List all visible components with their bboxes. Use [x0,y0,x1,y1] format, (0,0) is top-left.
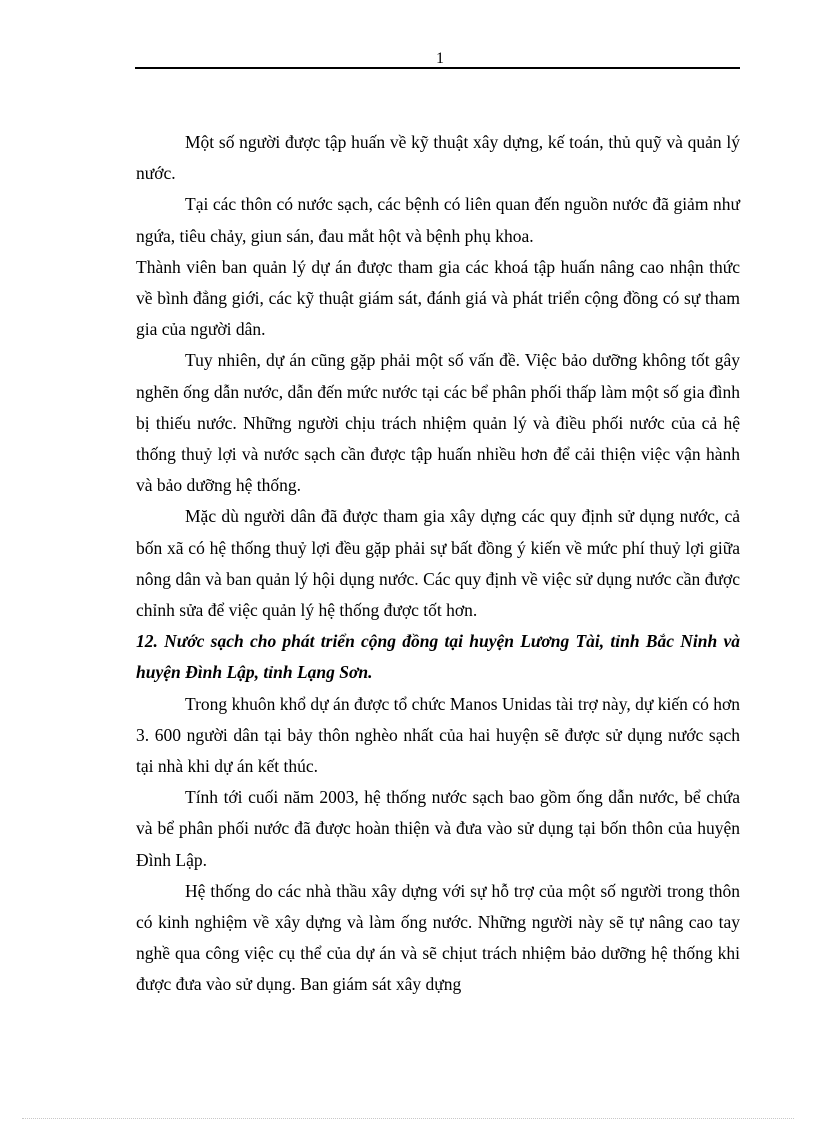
paragraph-gender-training: Thành viên ban quản lý dự án được tham gia các khoá tập huấn nâng cao nhận thức về bình đẳng giới, các kỹ thuật giám sát, đánh giá và phát triển cộng đồng có sự tham gia của người dân. [136,256,740,340]
paragraph-health-benefits: Tại các thôn có nước sạch, các bệnh có liên quan đến nguồn nước đã giảm như ngứa, tiêu chảy, giun sán, đau mắt hột và bệnh phụ khoa. [136,194,740,246]
paragraph-progress-2003: Tính tới cuối năm 2003, hệ thống nước sạch bao gồm ống dẫn nước, bể chứa và bể phân phối nước đã được hoàn thiện và đưa vào sử dụng tại bốn thôn của huyện Đình Lập. [136,787,740,870]
paragraph-water-fees: Mặc dù người dân đã được tham gia xây dựng các quy định sử dụng nước, cả bốn xã có hệ thống thuỷ lợi đều gặp phải sự bất đồng ý kiến về mức phí thuỷ lợi giữa nông dân và ban quản lý hội dụng nước. Các quy định về việc sử dụng nước cần được chỉnh sửa để việc quản lý hệ thống được tốt hơn. [136,506,740,621]
footer-dotted-line [22,1118,794,1119]
page-number: 1 [436,50,444,67]
section-heading-12: 12. Nước sạch cho phát triển cộng đồng tại huyện Lương Tài, tỉnh Bắc Ninh và huyện Đình Lập, tỉnh Lạng Sơn. [136,631,740,683]
paragraph-problems: Tuy nhiên, dự án cũng gặp phải một số vấn đề. Việc bảo dưỡng không tốt gây nghẽn ống dẫn nước, dẫn đến mức nước tại các bể phân phối thấp làm một số gia đình bị thiếu nước. Những người chịu trách nhiệm quản lý và điều phối nước của cả hệ thống thuỷ lợi và nước sạch cần được tập huấn nhiều hơn để cải thiện việc vận hành và bảo dưỡng hệ thống. [136,350,740,496]
header-rule [135,67,740,69]
paragraph-contractors: Hệ thống do các nhà thầu xây dựng với sự hỗ trợ của một số người trong thôn có kinh nghiệm về xây dựng và làm ống nước. Những người này sẽ tự nâng cao tay nghề qua công việc cụ thể của dự án và sẽ chịut trách nhiệm bảo dưỡng hệ thống khi được đưa vào sử dụng. Ban giám sát xây dựng [136,880,740,995]
paragraph-manos-unidas: Trong khuôn khổ dự án được tổ chức Manos Unidas tài trợ này, dự kiến có hơn 3. 600 người dân tại bảy thôn nghèo nhất của hai huyện sẽ được sử dụng nước sạch tại nhà khi dự án kết thúc. [136,693,740,777]
paragraph-training: Một số người được tập huấn về kỹ thuật xây dựng, kế toán, thủ quỹ và quản lý nước. [136,132,740,184]
body-text [136,127,740,1001]
